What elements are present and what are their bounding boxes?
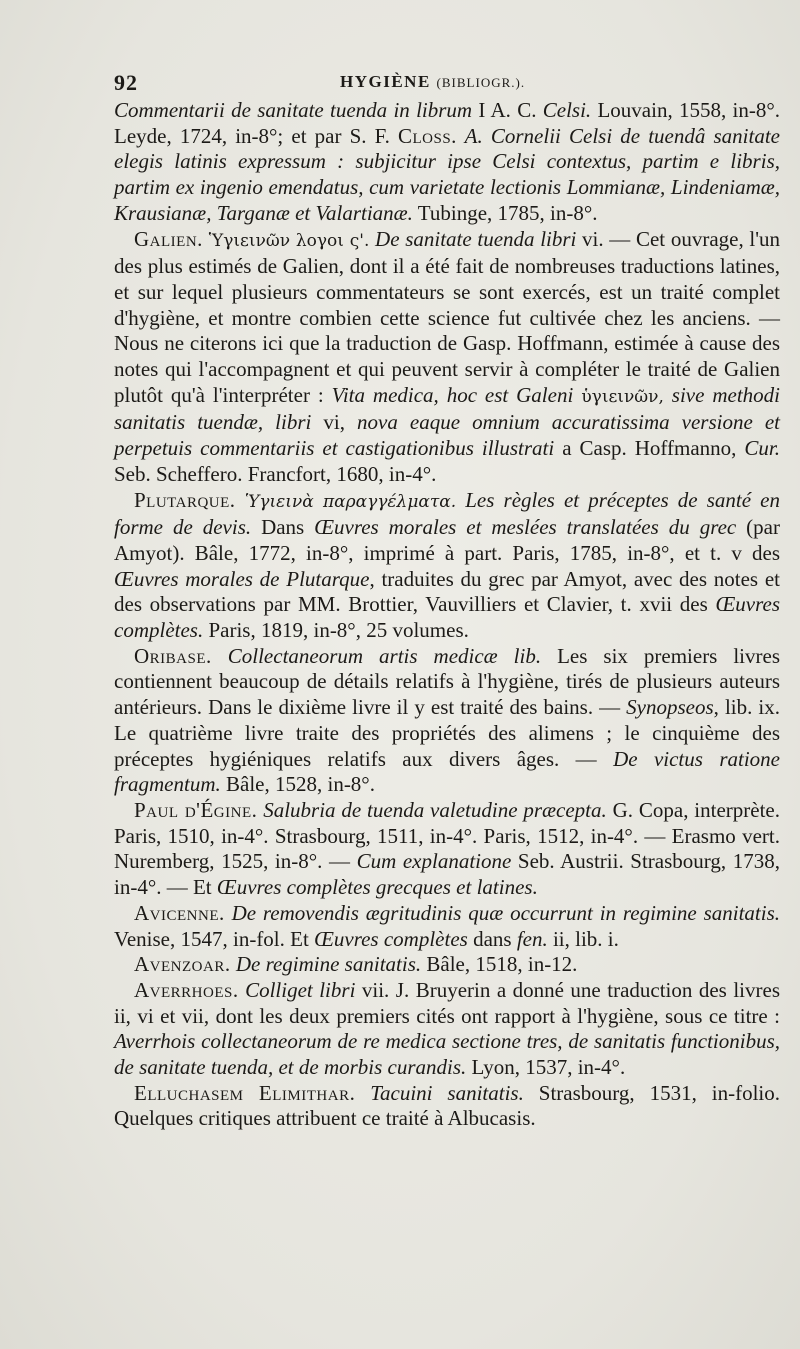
entry-author: Averrhoes. bbox=[134, 977, 239, 1002]
entry-text: G. Copa, interprète. Paris, 1510, in-4°. Strasbourg, 1511, in-4°. Paris, 1512, in-4°. — Erasmo vert. Nuremberg, 1525, in-8°. — bbox=[114, 797, 780, 874]
entry-title-italic: De sanitate tuenda libri bbox=[369, 226, 577, 251]
entry-galien bbox=[114, 227, 780, 488]
entry-title-italic: Cum explanatione bbox=[356, 849, 512, 874]
entry-title-italic: sive methodi sanitatis tuendæ, libri bbox=[114, 382, 780, 435]
entry-title-italic: Colliget libri bbox=[238, 977, 356, 1002]
entry-title-italic: Tacuini sanitatis. bbox=[355, 1080, 524, 1105]
entry-greek-title: Ὑγιεινὰ παραγγέλματα. bbox=[235, 491, 457, 512]
entry-greek-title: Ὑγιεινῶν λογοι ς'. bbox=[202, 230, 370, 251]
entry-title-italic: Œuvres morales de Plutarque bbox=[114, 566, 370, 591]
entry-title-italic: A. Cornelii Celsi de tuendâ sanitate elegis latinis expressum : subjicitur ipse Celsi contextus, partim e libris, partim ex ingenio emendatus, cum varietate lectionis Lommianæ, Lindeniamæ, Krausianæ, Targanæ et Valartianæ. bbox=[114, 123, 780, 225]
entry-text: , lib. ix. Le quatrième livre traite des propriétés des alimens ; le cinquième des préceptes hygiéniques relatifs aux divers âges. — bbox=[114, 695, 780, 771]
entry-title-italic: Œuvres complètes. bbox=[114, 592, 780, 643]
entry-text: Seb. Scheffero. Francfort, 1680, in-4°. bbox=[114, 461, 437, 486]
entry-oribase bbox=[114, 644, 780, 798]
entry-title-italic: Vita medica, hoc est Galeni bbox=[331, 382, 574, 407]
entry-title-italic: Celsi. bbox=[542, 98, 592, 122]
entry-title-italic: Collectaneorum artis medicæ lib. bbox=[211, 643, 542, 668]
entry-text: a Casp. Hoffmanno, bbox=[554, 436, 745, 461]
entry-author: Avicenne. bbox=[134, 900, 225, 925]
entry-text: Tubinge, 1785, in-8°. bbox=[412, 200, 598, 225]
running-head-title: HYGIÈNE bbox=[340, 72, 431, 91]
page-header bbox=[114, 70, 780, 100]
entry-title-italic: De regimine sanitatis. bbox=[230, 952, 422, 977]
entry-text: vi. — Cet ouvrage, l'un des plus estimés de Galien, dont il a été fait de nombreuses traductions latines, et sur lequel plusieurs commentateurs se sont exercés, est un traité complet d'hygiène, et montre combien cette science fut cultivée chez les anciens. — Nous ne citerons ici que la traduction de Gasp. Hoffmann, estimée à cause des notes qui l'accompagnent et qui peuvent servir à compléter le traité de Galien plutôt qu'à l'interpréter : bbox=[114, 226, 780, 407]
entry-title-italic: Œuvres complètes bbox=[314, 926, 468, 951]
entry-text: , traduites du grec par Amyot, avec des notes et des observations par MM. Brottier, Vauvilliers et Clavier, t. xvii des bbox=[114, 566, 780, 617]
running-head-subtitle: (BIBLIOGR.). bbox=[436, 75, 526, 90]
entry-text: Lyon, 1537, in-4°. bbox=[466, 1055, 626, 1080]
entry-text: Bâle, 1528, in-8°. bbox=[220, 772, 375, 797]
entry-author: Galien. bbox=[134, 226, 203, 251]
entry-title-italic: Commentarii de sanitate tuenda in librum bbox=[114, 98, 473, 122]
entry-text: ii, lib. i. bbox=[547, 926, 619, 951]
entry-author: Plutarque. bbox=[134, 487, 236, 512]
entry-title-italic: Œuvres morales et meslées translatées du grec bbox=[314, 515, 737, 540]
page-number: 92 bbox=[114, 70, 138, 95]
entry-title-italic: Salubria de tuenda valetudine præcepta. bbox=[257, 797, 607, 822]
entry-plutarque bbox=[114, 488, 780, 644]
entry-title-italic: nova eaque omnium accuratissima versione et perpetuis commentariis et castigationibus illustrati bbox=[114, 410, 780, 461]
entry-author: Paul d'Égine. bbox=[134, 797, 258, 822]
entry-title-italic: Cur. bbox=[744, 436, 780, 461]
bibliography-text bbox=[114, 98, 780, 1132]
entry-celsus bbox=[114, 98, 780, 227]
entry-title-italic: fen. bbox=[516, 926, 548, 951]
entry-text: Les six premiers livres contiennent beaucoup de détails relatifs à l'hygiène, tirés de plusieurs auteurs antérieurs. Dans le dixième livre il y est traité des bains. — bbox=[114, 643, 780, 720]
entry-author: Elluchasem Elimithar. bbox=[134, 1080, 356, 1105]
entry-title-italic: Les règles et préceptes de santé en forme de devis. bbox=[114, 487, 780, 540]
entry-text: Dans bbox=[251, 515, 315, 540]
entry-title-italic: Averrhois collectaneorum de re medica sectione tres, de sanitatis functionibus, de sanitate tuenda, et de morbis curandis. bbox=[114, 1029, 780, 1080]
entry-text: vi, bbox=[311, 410, 358, 435]
entry-author: Oribase. bbox=[134, 643, 212, 668]
entry-author: Closs. bbox=[398, 123, 457, 148]
entry-text: Louvain, 1558, in-8°. Leyde, 1724, in-8°; et par S. F. bbox=[114, 98, 780, 148]
entry-text: (par Amyot). Bâle, 1772, in-8°, imprimé à part. Paris, 1785, in-8°, et t. v des bbox=[114, 515, 780, 565]
entry-text: vii. J. Bruyerin a donné une traduction des livres ii, vi et vii, dont les deux premiers cités ont rapport à l'hygiène, sous ce titre : bbox=[114, 977, 780, 1028]
entry-title-italic: Synopseos bbox=[626, 695, 714, 720]
entry-elluchasem bbox=[114, 1081, 780, 1132]
entry-title-italic: Œuvres complètes grecques et latines. bbox=[216, 875, 538, 900]
entry-paul-degine bbox=[114, 798, 780, 901]
entry-author: Avenzoar. bbox=[134, 952, 231, 977]
entry-text: I A. C. bbox=[472, 98, 543, 122]
entry-text: Paris, 1819, in-8°, 25 volumes. bbox=[203, 618, 469, 643]
entry-title-italic: De removendis ægritudinis quæ occurrunt in regimine sanitatis. bbox=[224, 900, 780, 925]
entry-text: Strasbourg, 1531, in-folio. Quelques critiques attribuent ce traité à Albucasis. bbox=[114, 1080, 780, 1131]
entry-averrhoes bbox=[114, 978, 780, 1081]
entry-text: Venise, 1547, in-fol. Et bbox=[114, 926, 315, 951]
entry-text: Seb. Austrii. Strasbourg, 1738, in-4°. — Et bbox=[114, 849, 780, 900]
entry-avicenne bbox=[114, 901, 780, 952]
entry-text: dans bbox=[467, 926, 517, 951]
entry-greek-title: ὑγιεινῶν, bbox=[573, 386, 664, 407]
entry-avenzoar bbox=[114, 952, 780, 978]
entry-title-italic: De victus ratione fragmentum. bbox=[114, 746, 780, 797]
entry-text: Bâle, 1518, in-12. bbox=[421, 952, 578, 977]
running-head bbox=[340, 72, 525, 92]
